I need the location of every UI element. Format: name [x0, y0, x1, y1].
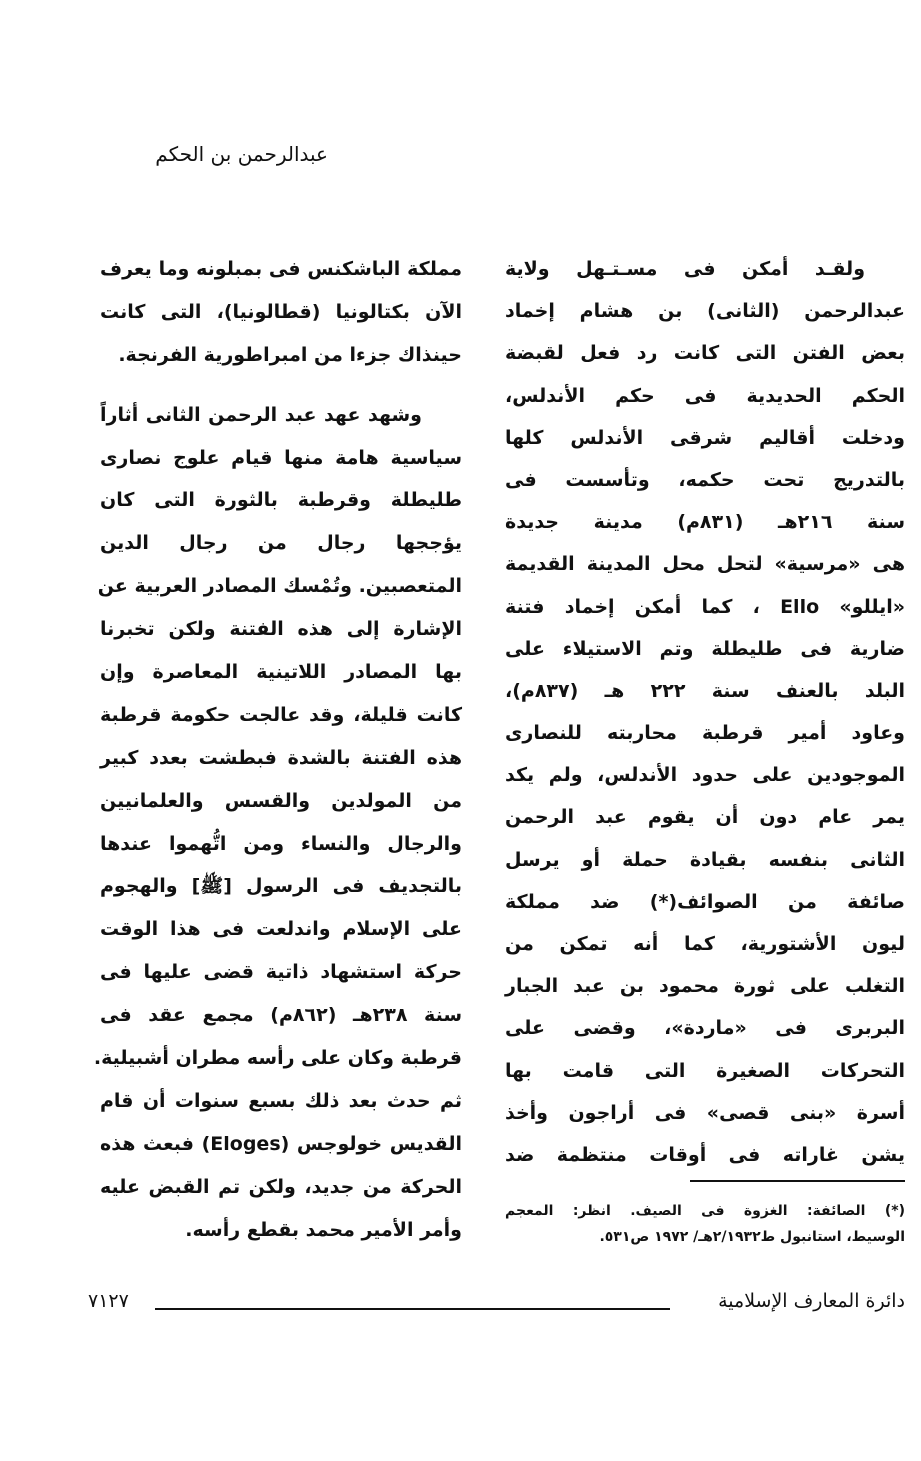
text-line: ثم حدث بعد ذلك بسبع سنوات أن قام: [100, 1089, 462, 1112]
paragraph-gap: [100, 377, 462, 394]
footer-rule: [155, 1308, 670, 1310]
text-line: وشهد عهد عبد الرحمن الثانى أثاراً: [100, 403, 422, 426]
text-line: من المولدين والقسس والعلمانيين: [100, 789, 462, 812]
text-line: القديس خولوجس (Eloges) فبعث هذه: [100, 1132, 462, 1155]
footnote-rule: [690, 1180, 905, 1182]
text-line: ولقـد أمكن فى مسـتـهل ولاية: [505, 258, 865, 280]
text-line: الإشارة إلى هذه الفتنة ولكن تخبرنا: [100, 618, 462, 641]
text-line: بها المصادر اللاتينية المعاصرة وإن: [100, 661, 462, 684]
text-line: يؤججها رجال من رجال الدين: [100, 532, 462, 555]
text-line: الثانى بنفسه بقيادة حملة أو يرسل: [505, 848, 905, 871]
text-line: طليطلة وقرطبة بالثورة التى كان: [100, 489, 462, 512]
text-line: والرجال والنساء ومن اتُّهموا عندها: [100, 832, 462, 855]
text-line: هذه الفتنة بالشدة فبطشت بعدد كبير: [100, 746, 462, 769]
right-column: [505, 248, 905, 1176]
text-line: الحركة من جديد، ولكن تم القبض عليه: [100, 1175, 462, 1198]
running-header: عبدالرحمن بن الحكم: [155, 142, 328, 166]
text-line: وأمر الأمير محمد بقطع رأسه.: [185, 1218, 462, 1241]
text-line: صائفة من الصوائف(*) ضد مملكة: [505, 890, 905, 913]
text-line: الآن بكتالونيا (قطالونيا)، التى كانت: [100, 300, 462, 323]
text-line: حركة استشهاد ذاتية قضى عليها فى: [100, 961, 462, 984]
text-line: سنة ٢١٦هـ (٨٣١م) مدينة جديدة: [505, 511, 905, 534]
text-line: يمر عام دون أن يقوم عبد الرحمن: [505, 806, 905, 829]
text-line: مملكة الباشكنس فى بمبلونه وما يعرف: [100, 258, 462, 280]
text-line: وعاود أمير قرطبة محاربته للنصارى: [505, 722, 905, 745]
text-line: بعض الفتن التى كانت رد فعل لقبضة: [505, 342, 905, 365]
page-number: ٧١٢٧: [88, 1290, 129, 1312]
text-line: الحكم الحديدية فى حكم الأندلس،: [505, 384, 905, 407]
footnote-line: الوسيط، استانبول ط٢/١٩٣٢هـ/ ١٩٧٢ ص٥٣١.: [599, 1229, 905, 1245]
text-line: سنة ٢٣٨هـ (٨٦٢م) مجمع عقد فى: [100, 1004, 463, 1027]
text-line: هى «مرسية» لتحل محل المدينة القديمة: [505, 553, 905, 576]
left-column: [93, 248, 463, 1251]
text-line: قرطبة وكان على رأسه مطران أشبيلية.: [93, 1047, 462, 1070]
text-line: بالتدريج تحت حكمه، وتأسست فى: [505, 468, 905, 491]
text-line: أسرة «بنى قصى» فى أراجون وأخذ: [505, 1101, 905, 1124]
footnote-line: (*) الصائفة: الغزوة فى الصيف. انظر: المعجم: [505, 1203, 905, 1219]
footer-publication: دائرة المعارف الإسلامية: [718, 1290, 905, 1312]
text-line: ودخلت أقاليم شرقى الأندلس كلها: [505, 426, 905, 449]
text-line: التغلب على ثورة محمود بن عبد الجبار: [505, 975, 905, 998]
text-line: حينذاك جزءا من امبراطورية الفرنجة.: [118, 343, 462, 366]
text-line: سياسية هامة منها قيام علوج نصارى: [100, 446, 462, 469]
text-line: التحركات الصغيرة التى قامت بها: [505, 1059, 905, 1082]
text-line: يشن غاراته فى أوقات منتظمة ضد: [505, 1143, 905, 1166]
text-line: كانت قليلة، وقد عالجت حكومة قرطبة: [100, 703, 462, 726]
text-line: عبدالرحمن (الثانى) بن هشام إخماد: [505, 300, 905, 323]
text-line: ضارية فى طليطلة وتم الاستيلاء على: [505, 637, 905, 660]
text-line: «ايللو» Ello ، كما أمكن إخماد فتنة: [505, 595, 905, 618]
text-line: بالتجديف فى الرسول [ﷺ] والهجوم: [100, 875, 462, 898]
text-line: ليون الأشتورية، كما أنه تمكن من: [505, 933, 905, 955]
text-line: المتعصبين. وتُمْسك المصادر العربية عن: [97, 575, 462, 598]
text-line: البلد بالعنف سنة ٢٢٢ هـ (٨٣٧م)،: [505, 679, 905, 702]
text-line: الموجودين على حدود الأندلس، ولم يكد: [505, 764, 905, 787]
text-line: على الإسلام واندلعت فى هذا الوقت: [100, 918, 462, 941]
footnote: [505, 1198, 905, 1250]
text-line: البربرى فى «ماردة»، وقضى على: [505, 1017, 905, 1040]
